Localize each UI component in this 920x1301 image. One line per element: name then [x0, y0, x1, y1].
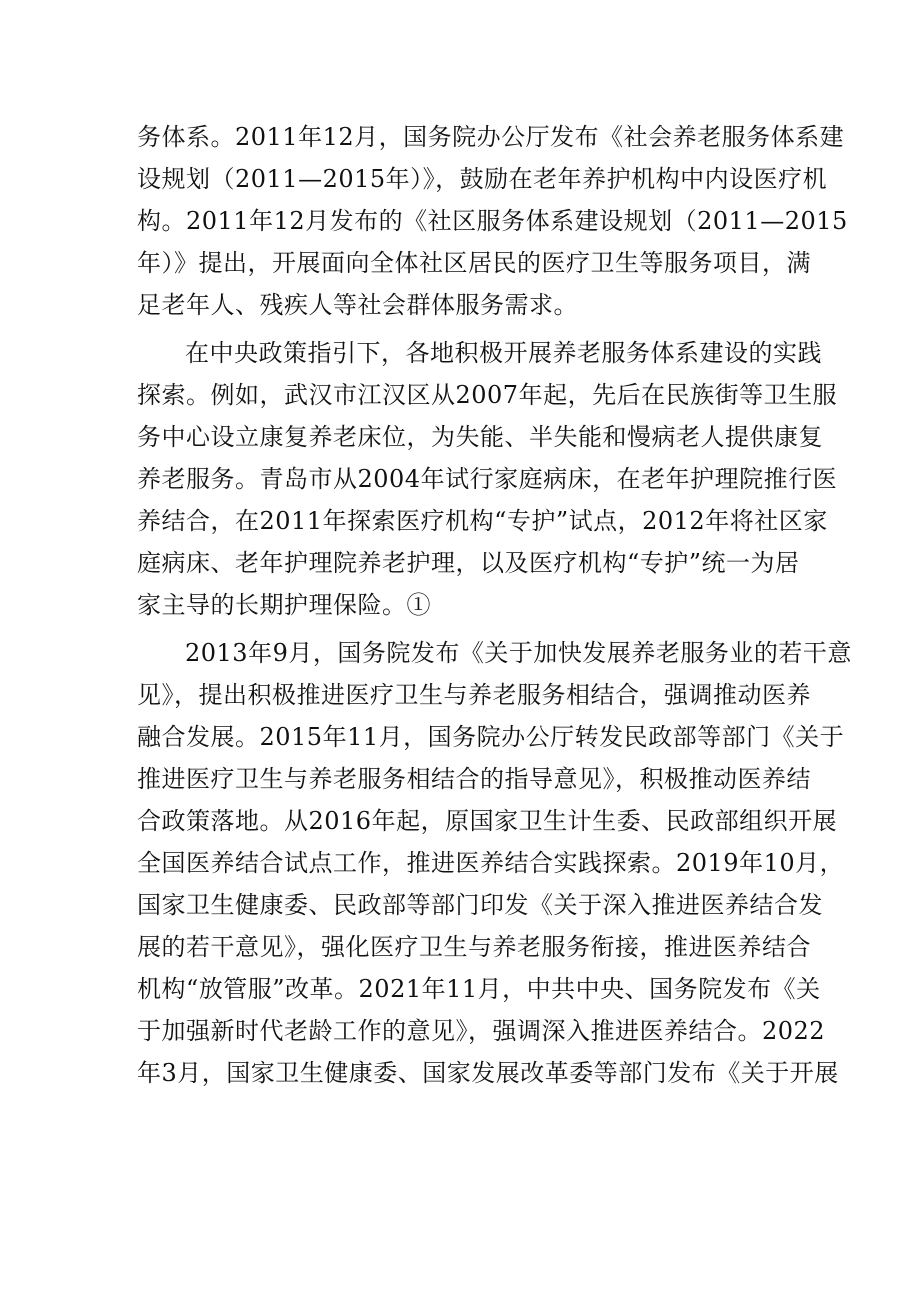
text-line: 融合发展。2015年11月，国务院办公厅转发民政部等部门《关于: [137, 723, 845, 751]
paragraph-first-line: 2013年9月，国务院发布《关于加快发展养老服务业的若干意: [185, 639, 852, 667]
text-line: 设规划（2011—2015年）》，鼓励在老年养护机构中内设医疗机: [137, 165, 828, 193]
text-line: 年3月，国家卫生健康委、国家发展改革委等部门发布《关于开展: [137, 1059, 839, 1087]
text-line: 合政策落地。从2016年起，原国家卫生计生委、民政部组织开展: [137, 807, 838, 835]
text-line: 探索。例如，武汉市江汉区从2007年起，先后在民族街等卫生服: [137, 381, 838, 409]
text-line: 养结合，在2011年探索医疗机构“专护”试点，2012年将社区家: [137, 507, 828, 535]
text-line: 机构“放管服”改革。2021年11月，中共中央、国务院发布《关: [137, 975, 821, 1003]
text-line: 庭病床、老年护理院养老护理，以及医疗机构“专护”统一为居: [137, 549, 800, 577]
text-line: 务体系。2011年12月，国务院办公厅发布《社会养老服务体系建: [137, 123, 845, 151]
text-line: 见》，提出积极推进医疗卫生与养老服务相结合，强调推动医养: [137, 681, 811, 709]
text-line: 养老服务。青岛市从2004年试行家庭病床，在老年护理院推行医: [137, 465, 838, 493]
text-line: 务中心设立康复养老床位，为失能、半失能和慢病老人提供康复: [137, 423, 823, 451]
text-line: 构。2011年12月发布的《社区服务体系建设规划（2011—2015: [137, 207, 848, 235]
text-line: 国家卫生健康委、民政部等部门印发《关于深入推进医养结合发: [137, 891, 823, 919]
paragraph-first-line: 在中央政策指引下，各地积极开展养老服务体系建设的实践: [185, 339, 822, 367]
text-line: 家主导的长期护理保险。①: [137, 591, 431, 619]
text-line: 年）》提出，开展面向全体社区居民的医疗卫生等服务项目，满: [137, 249, 811, 277]
text-line: 推进医疗卫生与养老服务相结合的指导意见》，积极推动医养结: [137, 765, 811, 793]
text-line: 于加强新时代老龄工作的意见》，强调深入推进医养结合。2022: [137, 1017, 826, 1045]
text-line: 展的若干意见》，强化医疗卫生与养老服务衔接，推进医养结合: [137, 933, 811, 961]
text-line: 全国医养结合试点工作，推进医养结合实践探索。2019年10月，: [137, 849, 845, 877]
text-line: 足老年人、残疾人等社会群体服务需求。: [137, 291, 578, 319]
